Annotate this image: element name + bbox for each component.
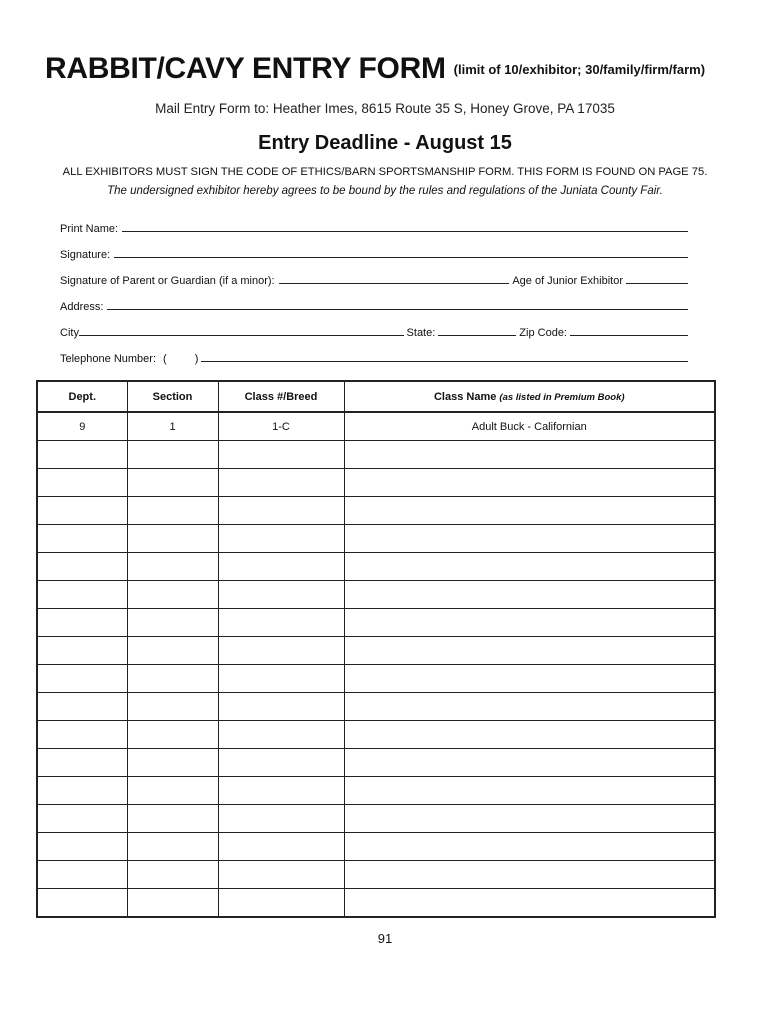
table-row [37, 581, 715, 609]
cell-class-breed[interactable] [218, 721, 344, 749]
table-row [37, 749, 715, 777]
cell-dept[interactable] [37, 749, 127, 777]
cell-dept[interactable] [37, 497, 127, 525]
guardian-signature-line[interactable] [279, 272, 510, 284]
cell-class-name[interactable] [344, 861, 715, 889]
telephone-field[interactable] [60, 349, 688, 365]
cell-class-name[interactable] [344, 469, 715, 497]
cell-class-breed[interactable] [218, 525, 344, 553]
page-number: 91 [377, 931, 393, 946]
cell-dept[interactable] [37, 637, 127, 665]
cell-class-breed[interactable] [218, 777, 344, 805]
address-label: Address: [60, 301, 104, 313]
cell-class-name[interactable] [344, 553, 715, 581]
class-name-header [344, 381, 715, 412]
cell-class-name[interactable] [344, 581, 715, 609]
cell-dept[interactable] [37, 721, 127, 749]
guardian-signature-field[interactable] [60, 271, 688, 287]
cell-section[interactable] [127, 525, 218, 553]
cell-class-name[interactable] [344, 749, 715, 777]
table-row [37, 637, 715, 665]
cell-class-breed[interactable] [218, 469, 344, 497]
cell-class-breed[interactable] [218, 889, 344, 918]
cell-class-breed[interactable] [218, 805, 344, 833]
table-row [37, 497, 715, 525]
cell-section[interactable] [127, 497, 218, 525]
entry-limit-note: (limit of 10/exhibitor; 30/family/firm/farm) [453, 62, 706, 77]
address-line[interactable] [107, 298, 688, 310]
table-row [37, 833, 715, 861]
ethics-notice: ALL EXHIBITORS MUST SIGN THE CODE OF ETHICS/BARN SPORTSMANSHIP FORM. THIS FORM IS FOUND ON PAGE 75. [62, 166, 708, 178]
cell-class-name[interactable] [344, 665, 715, 693]
table-row [37, 805, 715, 833]
signature-line[interactable] [114, 246, 688, 258]
cell-class-breed[interactable] [218, 553, 344, 581]
cell-dept[interactable] [37, 609, 127, 637]
print-name-field[interactable] [60, 219, 688, 235]
signature-field[interactable] [60, 245, 688, 261]
cell-section[interactable] [127, 637, 218, 665]
title-row [45, 52, 730, 86]
signature-label: Signature: [60, 249, 111, 261]
cell-class-breed[interactable] [218, 861, 344, 889]
table-row [37, 609, 715, 637]
city-line[interactable] [79, 324, 404, 336]
cell-dept[interactable] [37, 581, 127, 609]
table-row [37, 889, 715, 918]
section-header: Section [127, 381, 218, 412]
cell-dept[interactable] [37, 805, 127, 833]
cell-class-name[interactable] [344, 805, 715, 833]
print-name-label: Print Name: [60, 223, 119, 235]
cell-dept[interactable] [37, 889, 127, 918]
area-code-close: ) [194, 353, 199, 365]
table-row [37, 665, 715, 693]
cell-dept[interactable] [37, 665, 127, 693]
cell-class-name[interactable] [344, 833, 715, 861]
cell-dept[interactable] [37, 525, 127, 553]
cell-class-breed[interactable] [218, 441, 344, 469]
table-row [37, 525, 715, 553]
cell-dept[interactable] [37, 693, 127, 721]
cell-class-breed[interactable] [218, 497, 344, 525]
cell-class-name[interactable] [344, 777, 715, 805]
address-field[interactable] [60, 297, 688, 313]
table-row [37, 721, 715, 749]
cell-section[interactable] [127, 581, 218, 609]
guardian-signature-label: Signature of Parent or Guardian (if a minor): [60, 275, 275, 287]
city-label: City [60, 327, 79, 339]
cell-class-breed[interactable] [218, 833, 344, 861]
cell-class-name[interactable] [344, 497, 715, 525]
city-state-zip-field[interactable] [60, 323, 688, 339]
cell-class-breed[interactable] [218, 581, 344, 609]
mail-address: Mail Entry Form to: Heather Imes, 8615 Route 35 S, Honey Grove, PA 17035 [155, 101, 615, 116]
cell-section[interactable] [127, 805, 218, 833]
cell-section[interactable] [127, 693, 218, 721]
cell-class-name[interactable] [344, 525, 715, 553]
table-row [37, 777, 715, 805]
cell-class-name[interactable]: Adult Buck - Californian [344, 412, 715, 441]
class-name-header-label: Class Name [433, 390, 497, 403]
class-name-header-note: (as listed in Premium Book) [499, 391, 625, 403]
cell-class-breed[interactable]: 1-C [218, 412, 344, 441]
zip-label: Zip Code: [519, 327, 567, 339]
cell-class-name[interactable] [344, 609, 715, 637]
cell-section[interactable] [127, 609, 218, 637]
table-row [37, 441, 715, 469]
telephone-line[interactable] [201, 350, 688, 362]
cell-class-breed[interactable] [218, 609, 344, 637]
junior-age-label: Age of Junior Exhibitor [512, 275, 623, 287]
cell-section[interactable] [127, 777, 218, 805]
print-name-line[interactable] [122, 220, 688, 232]
entry-deadline: Entry Deadline - August 15 [258, 132, 512, 154]
entry-table [36, 380, 716, 918]
dept-header: Dept. [37, 381, 127, 412]
class-breed-header: Class #/Breed [218, 381, 344, 412]
cell-section[interactable]: 1 [127, 412, 218, 441]
table-row [37, 693, 715, 721]
cell-section[interactable] [127, 441, 218, 469]
cell-section[interactable] [127, 721, 218, 749]
cell-section[interactable] [127, 665, 218, 693]
cell-dept[interactable] [37, 861, 127, 889]
telephone-label: Telephone Number: [60, 353, 157, 365]
junior-age-line[interactable] [626, 272, 688, 284]
cell-section[interactable] [127, 833, 218, 861]
table-row [37, 469, 715, 497]
cell-class-name[interactable] [344, 637, 715, 665]
entry-rows [37, 412, 715, 917]
cell-class-breed[interactable] [218, 665, 344, 693]
form-title: RABBIT/CAVY ENTRY FORM [45, 52, 446, 85]
table-row [37, 412, 715, 441]
cell-dept[interactable] [37, 441, 127, 469]
cell-class-breed[interactable] [218, 749, 344, 777]
cell-section[interactable] [127, 469, 218, 497]
cell-class-name[interactable] [344, 889, 715, 918]
agreement-statement: The undersigned exhibitor hereby agrees to be bound by the rules and regulations of the Juniata County Fair. [107, 185, 663, 197]
zip-line[interactable] [570, 324, 688, 336]
cell-dept[interactable] [37, 553, 127, 581]
cell-class-breed[interactable] [218, 637, 344, 665]
cell-dept[interactable] [37, 777, 127, 805]
state-label: State: [406, 327, 436, 339]
cell-class-breed[interactable] [218, 693, 344, 721]
table-row [37, 861, 715, 889]
cell-dept[interactable] [37, 469, 127, 497]
cell-section[interactable] [127, 749, 218, 777]
cell-class-name[interactable] [344, 441, 715, 469]
cell-dept[interactable]: 9 [37, 412, 127, 441]
cell-dept[interactable] [37, 833, 127, 861]
cell-section[interactable] [127, 861, 218, 889]
cell-class-name[interactable] [344, 693, 715, 721]
cell-section[interactable] [127, 553, 218, 581]
cell-class-name[interactable] [344, 721, 715, 749]
area-code-open: ( [163, 353, 167, 365]
table-header-row [37, 381, 715, 412]
cell-section[interactable] [127, 889, 218, 918]
state-line[interactable] [438, 324, 516, 336]
table-row [37, 553, 715, 581]
